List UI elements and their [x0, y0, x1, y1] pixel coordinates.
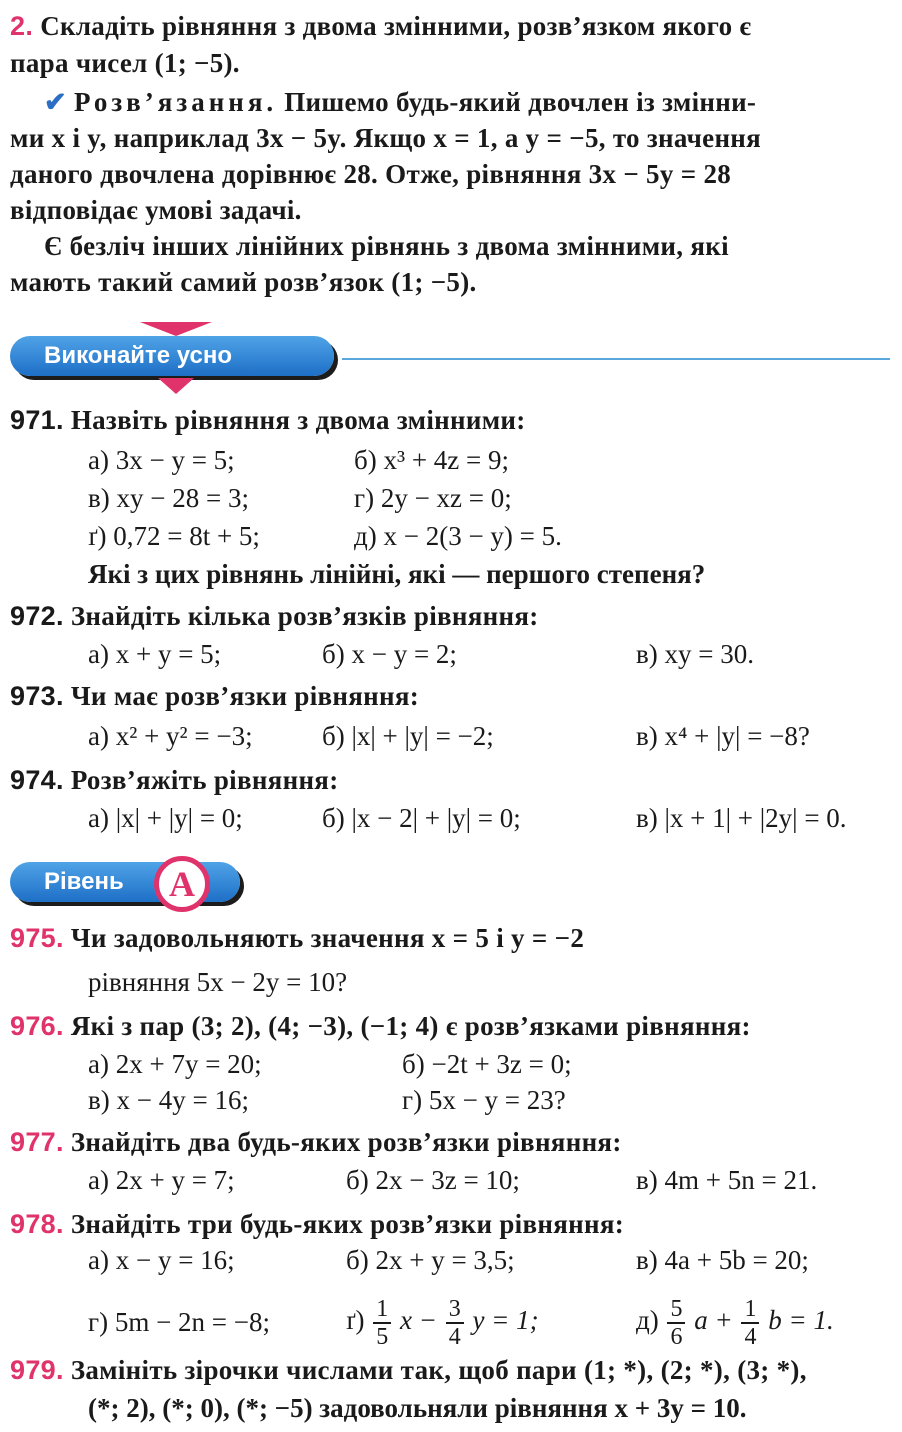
solution-line3: даного двочлена дорівнює 28. Отже, рівняння 3x − 5y = 28	[10, 159, 732, 189]
ex976-a: а) 2x + 7y = 20;	[88, 1049, 262, 1079]
exercise-979-line1	[10, 1352, 807, 1388]
ex973-v: в) x⁴ + |y| = −8?	[636, 721, 810, 751]
problem-2-number: 2.	[10, 11, 34, 41]
checkmark-icon: ✔	[44, 87, 67, 117]
solution-line1	[44, 84, 756, 120]
exercise-974-text: Розв’яжіть рівняння:	[70, 765, 339, 795]
exercise-976-number: 976.	[10, 1011, 64, 1041]
ex973-a: а) x² + y² = −3;	[88, 721, 253, 751]
exercise-972-number: 972.	[10, 601, 64, 631]
ex971-v: в) xy − 28 = 3;	[88, 483, 249, 513]
fraction-five-sixths	[667, 1296, 685, 1350]
level-a-badge: А	[154, 856, 210, 912]
ex978-v: в) 4a + 5b = 20;	[636, 1245, 809, 1275]
frac-den: 4	[448, 1323, 461, 1350]
frac-den: 4	[744, 1323, 757, 1350]
exercise-974-title	[10, 762, 339, 798]
exercise-978-number: 978.	[10, 1209, 64, 1239]
ex976-v: в) x − 4y = 16;	[88, 1085, 249, 1115]
exercise-977-number: 977.	[10, 1127, 64, 1157]
exercise-973-text: Чи має розв’язки рівняння:	[70, 681, 420, 711]
exercise-975-number: 975.	[10, 923, 64, 953]
ex972-b: б) x − y = 2;	[322, 639, 457, 669]
ex978-d	[636, 1290, 834, 1350]
ex971-question: Які з цих рівнянь лінійні, які — першого степеня?	[88, 559, 706, 589]
banner-oral-label: Виконайте усно	[10, 336, 334, 376]
exercise-977-title	[10, 1124, 622, 1160]
ex971-g2: ґ) 0,72 = 8t + 5;	[88, 521, 260, 551]
exercise-971-text: Назвіть рівняння з двома змінними:	[70, 405, 526, 435]
exercise-974-number: 974.	[10, 765, 64, 795]
frac-den: 5	[376, 1323, 389, 1350]
ex978-d-mid: a +	[694, 1305, 733, 1335]
ex978-g2-label: ґ)	[346, 1305, 365, 1335]
fraction-three-quarters	[446, 1296, 464, 1350]
ex978-g: г) 5m − 2n = −8;	[88, 1307, 270, 1337]
ex971-g: г) 2y − xz = 0;	[354, 483, 512, 513]
exercise-976-text: Які з пар (3; 2), (4; −3), (−1; 4) є розв’язками рівняння:	[70, 1011, 751, 1041]
ex978-d-label: д)	[636, 1305, 659, 1335]
exercise-975-line2: рівняння 5x − 2y = 10?	[88, 967, 348, 997]
paragraph2-line1: Є безліч інших лінійних рівнянь з двома змінними, які	[44, 231, 729, 261]
solution-label: Розв’язання.	[74, 87, 278, 117]
frac-den: 6	[670, 1323, 683, 1350]
frac-num: 1	[741, 1296, 759, 1324]
ex978-g2	[346, 1290, 539, 1350]
exercise-973-number: 973.	[10, 681, 64, 711]
frac-num: 3	[446, 1296, 464, 1324]
exercise-975-line1	[10, 920, 584, 956]
exercise-978-title	[10, 1206, 624, 1242]
fraction-one-fifth	[373, 1296, 391, 1350]
solution-text-1: Пишемо будь-який двочлен із змінни-	[284, 87, 757, 117]
exercise-971-number: 971.	[10, 405, 64, 435]
ex971-a: а) 3x − y = 5;	[88, 445, 235, 475]
problem-2-line1	[10, 8, 751, 44]
ex978-d-end: b = 1.	[768, 1305, 834, 1335]
exercise-979-line2: (*; 2), (*; 0), (*; −5) задовольняли рівняння x + 3y = 10.	[88, 1393, 747, 1423]
exercise-975-text: Чи задовольняють значення x = 5 і y = −2	[70, 923, 585, 953]
ex976-b: б) −2t + 3z = 0;	[402, 1049, 572, 1079]
solution-line2: ми x і y, наприклад 3x − 5y. Якщо x = 1, а y = −5, то значення	[10, 123, 762, 153]
problem-2-text: Складіть рівняння з двома змінними, розв’язком якого є	[40, 11, 752, 41]
frac-num: 1	[373, 1296, 391, 1324]
exercise-971-title	[10, 402, 526, 438]
ex974-v: в) |x + 1| + |2y| = 0.	[636, 803, 847, 833]
exercise-976-title	[10, 1008, 751, 1044]
banner-level-label: Рівень	[10, 862, 240, 902]
ex978-b: б) 2x + y = 3,5;	[346, 1245, 515, 1275]
ex971-b: б) x³ + 4z = 9;	[354, 445, 510, 475]
exercise-978-text: Знайдіть три будь-яких розв’язки рівняння:	[70, 1209, 625, 1239]
exercise-979-number: 979.	[10, 1355, 64, 1385]
exercise-973-title	[10, 678, 419, 714]
ex976-g: г) 5x − y = 23?	[402, 1085, 566, 1115]
exercise-979-text: Замініть зірочки числами так, щоб пари (1; *), (2; *), (3; *),	[70, 1355, 807, 1385]
ex978-g2-mid: x −	[399, 1305, 437, 1335]
ex977-a: а) 2x + y = 7;	[88, 1165, 235, 1195]
ex974-a: а) |x| + |y| = 0;	[88, 803, 243, 833]
problem-2-line2: пара чисел (1; −5).	[10, 48, 240, 78]
ex973-b: б) |x| + |y| = −2;	[322, 721, 494, 751]
ex974-b: б) |x − 2| + |y| = 0;	[322, 803, 521, 833]
paragraph2-line2: мають такий самий розв’язок (1; −5).	[10, 267, 477, 297]
banner-triangle-bottom-icon	[158, 378, 194, 394]
solution-line4: відповідає умові задачі.	[10, 195, 302, 225]
banner-triangle-top-icon	[140, 322, 212, 336]
ex978-g2-end: y = 1;	[472, 1305, 539, 1335]
ex977-v: в) 4m + 5n = 21.	[636, 1165, 818, 1195]
ex971-d: д) x − 2(3 − y) = 5.	[354, 521, 562, 551]
ex972-v: в) xy = 30.	[636, 639, 754, 669]
fraction-one-quarter	[741, 1296, 759, 1350]
frac-num: 5	[667, 1296, 685, 1324]
exercise-977-text: Знайдіть два будь-яких розв’язки рівняння:	[70, 1127, 622, 1157]
banner-rule	[342, 358, 890, 360]
ex978-a: а) x − y = 16;	[88, 1245, 235, 1275]
ex972-a: а) x + y = 5;	[88, 639, 222, 669]
ex977-b: б) 2x − 3z = 10;	[346, 1165, 520, 1195]
exercise-972-text: Знайдіть кілька розв’язків рівняння:	[70, 601, 539, 631]
exercise-972-title	[10, 598, 539, 634]
